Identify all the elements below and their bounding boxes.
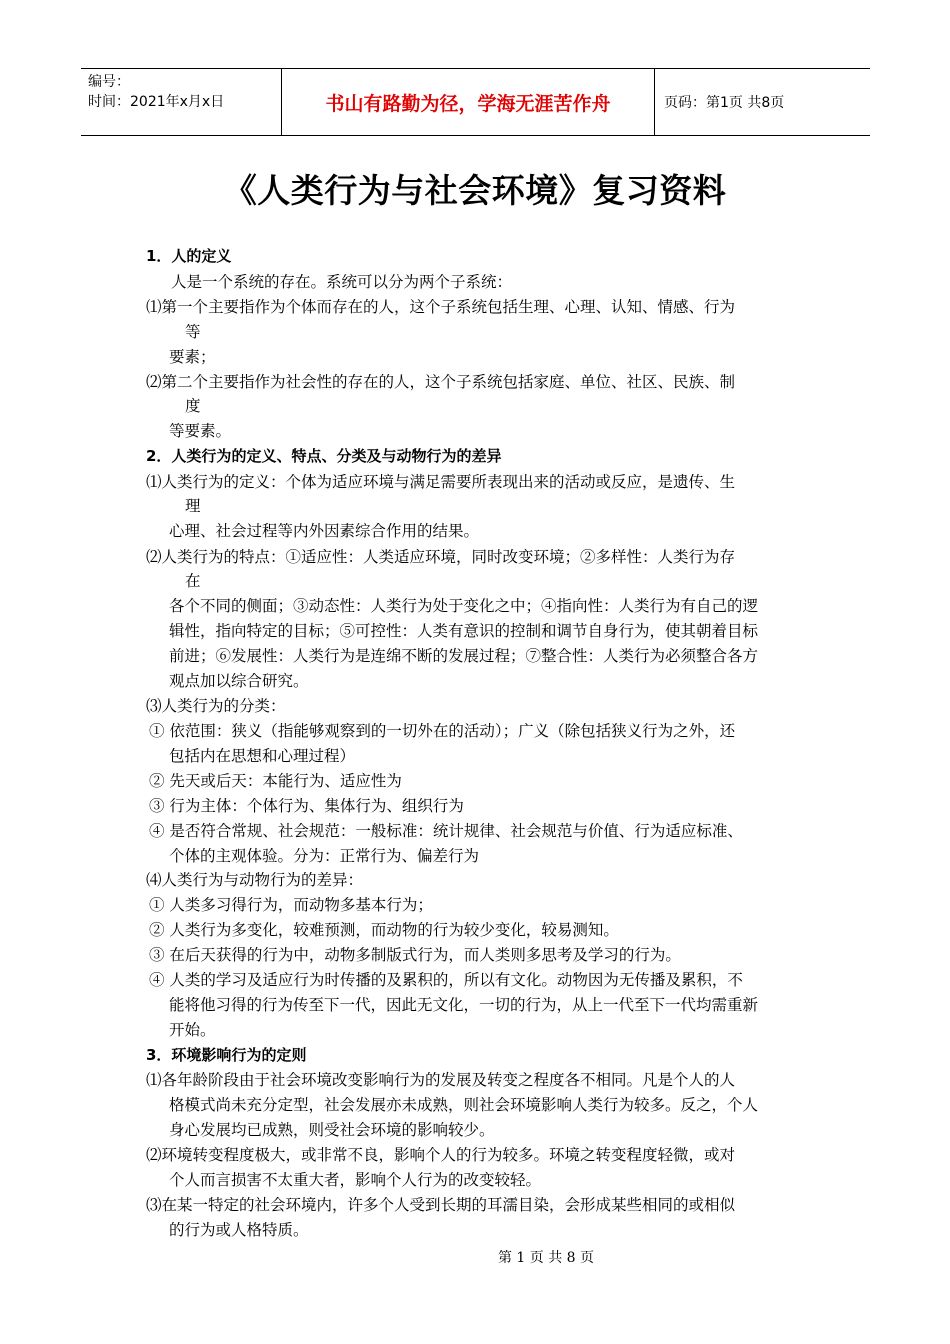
text-line: 心理、社会过程等内外因素综合作用的结果。: [169, 522, 480, 540]
document-title: 《人类行为与社会环境》复习资料: [223, 171, 727, 210]
text-line: ④ 人类的学习及适应行为时传播的及累积的，所以有文化。动物因为无传播及累积，不: [149, 971, 743, 989]
text-line: 个体的主观体验。分为：正常行为、偏差行为: [169, 847, 480, 865]
text-line: ② 先天或后天：本能行为、适应性为: [149, 772, 402, 790]
header-page-info: 页码：第1页 共8页: [664, 95, 785, 111]
document-time-label: 时间：2021年x月x日: [88, 94, 225, 110]
header-meta: [81, 69, 281, 135]
text-line: ④ 是否符合常规、社会规范：一般标准：统计规律、社会规范与价值、行为适应标准、: [149, 822, 743, 840]
text-line: 辑性，指向特定的目标；⑤可控性：人类有意识的控制和调节自身行为，使其朝着目标: [169, 622, 759, 640]
text-line: 各个不同的侧面；③动态性：人类行为处于变化之中；④指向性：人类行为有自己的逻: [169, 597, 759, 615]
section-heading: 2．人类行为的定义、特点、分类及与动物行为的差异: [146, 447, 502, 465]
text-line: ⑴人类行为的定义：个体为适应环境与满足需要所表现出来的活动或反应，是遗传、生: [146, 473, 736, 491]
text-line: ⑴各年龄阶段由于社会环境改变影响行为的发展及转变之程度各不相同。凡是个人的人: [146, 1071, 736, 1089]
text-line: 个人而言损害不太重大者，影响个人行为的改变较轻。: [169, 1171, 542, 1189]
text-line: 在: [185, 572, 201, 590]
text-line: ⑷人类行为与动物行为的差异：: [146, 871, 364, 889]
text-line: 要素；: [169, 348, 216, 366]
text-line: 理: [185, 497, 201, 515]
text-line: 身心发展均已成熟，则受社会环境的影响较少。: [169, 1121, 495, 1139]
text-line: ② 人类行为多变化，较难预测，而动物的行为较少变化，较易测知。: [149, 921, 619, 939]
text-line: 的行为或人格特质。: [169, 1221, 309, 1239]
document-number-label: 编号：: [88, 74, 130, 90]
page-header: [81, 68, 870, 136]
text-line: 人是一个系统的存在。系统可以分为两个子系统：: [171, 273, 513, 291]
text-line: 等要素。: [169, 422, 232, 440]
text-line: 包括内在思想和心理过程）: [169, 747, 356, 765]
text-line: 度: [185, 397, 201, 415]
text-line: 格模式尚未充分定型，社会发展亦未成熟，则社会环境影响人类行为较多。反之，个人: [169, 1096, 759, 1114]
text-line: 能将他习得的行为传至下一代，因此无文化，一切的行为，从上一代至下一代均需重新: [169, 996, 759, 1014]
text-line: ⑴第一个主要指作为个体而存在的人，这个子系统包括生理、心理、认知、情感、行为: [146, 298, 736, 316]
page-footer: 第 1 页 共 8 页: [497, 1250, 595, 1266]
text-line: ⑵人类行为的特点：①适应性：人类适应环境，同时改变环境；②多样性：人类行为存: [146, 548, 736, 566]
text-line: ⑵环境转变程度极大，或非常不良，影响个人的行为较多。环境之转变程度轻微，或对: [146, 1146, 736, 1164]
text-line: ① 依范围：狭义（指能够观察到的一切外在的活动）；广义（除包括狭义行为之外，还: [149, 722, 736, 740]
text-line: ③ 行为主体：个体行为、集体行为、组织行为: [149, 797, 464, 815]
text-line: ③ 在后天获得的行为中，动物多制版式行为，而人类则多思考及学习的行为。: [149, 946, 681, 964]
section-heading: 1．人的定义: [146, 247, 232, 265]
text-line: ⑶在某一特定的社会环境内，许多个人受到长期的耳濡目染，会形成某些相同的或相似: [146, 1196, 736, 1214]
text-line: ⑶人类行为的分类：: [146, 697, 286, 715]
text-line: 观点加以综合研究。: [169, 672, 309, 690]
text-line: ① 人类多习得行为，而动物多基本行为；: [149, 896, 433, 914]
section-heading: 3．环境影响行为的定则: [146, 1046, 307, 1064]
text-line: ⑵第二个主要指作为社会性的存在的人，这个子系统包括家庭、单位、社区、民族、制: [146, 373, 736, 391]
text-line: 等: [185, 323, 201, 341]
text-line: 开始。: [169, 1021, 216, 1039]
header-motto: 书山有路勤为径，学海无涯苦作舟: [281, 69, 655, 135]
text-line: 前进；⑥发展性：人类行为是连绵不断的发展过程；⑦整合性：人类行为必须整合各方: [169, 647, 759, 665]
